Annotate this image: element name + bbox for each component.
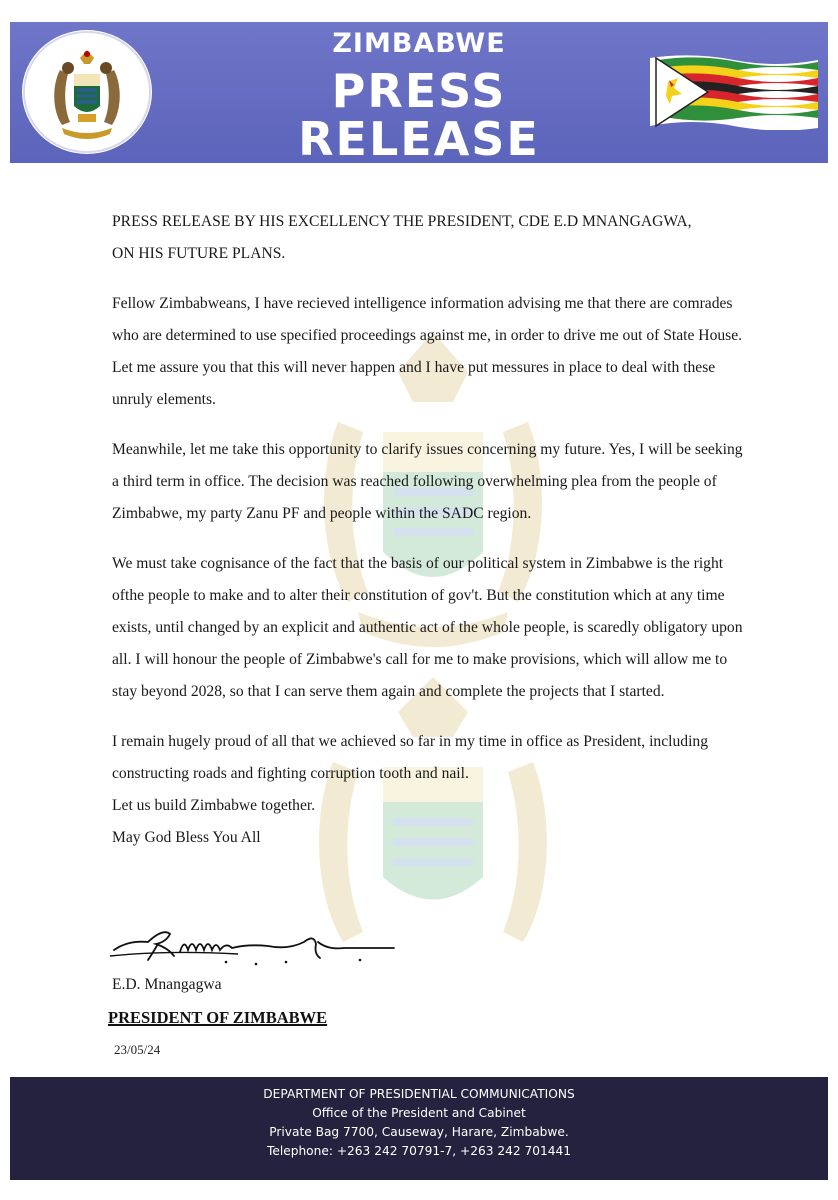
press-release-footer xyxy=(10,1077,828,1180)
letter-heading-line2: ON HIS FUTURE PLANS. xyxy=(112,245,286,262)
letter-closing-line: Let us build Zimbabwe together. xyxy=(112,797,316,814)
letter-heading-line1: PRESS RELEASE BY HIS EXCELLENCY THE PRESIDENT, CDE E.D MNANGAGWA, xyxy=(112,213,692,230)
letter-blessing-line: May God Bless You All xyxy=(112,829,261,846)
footer-office: Office of the President and Cabinet xyxy=(312,1106,526,1120)
footer-telephone: Telephone: +263 242 70791-7, +263 242 701441 xyxy=(266,1144,572,1158)
zimbabwe-flag-icon xyxy=(650,54,818,130)
signature-icon xyxy=(108,920,398,968)
press-release-header xyxy=(10,22,828,163)
header-title-release: RELEASE xyxy=(298,112,540,163)
footer-department: DEPARTMENT OF PRESIDENTIAL COMMUNICATIONS xyxy=(263,1087,575,1101)
letter-body xyxy=(112,206,752,854)
header-title-press: PRESS xyxy=(331,64,507,118)
letter-paragraph: Fellow Zimbabweans, I have recieved intelligence information advising me that there are comrades who are determined to use specified proceedings against me, in order to drive me out of State House. Let me assure you that this will never happen and I have put messures in place to deal with these unruly elements. xyxy=(112,295,743,408)
signatory-name: E.D. Mnangagwa xyxy=(112,976,222,993)
letter-paragraph: I remain hugely proud of all that we achieved so far in my time in office as President, including constructing roads and fighting corruption tooth and nail. xyxy=(112,733,709,782)
header-country: ZIMBABWE xyxy=(332,28,506,59)
letter-paragraph: Meanwhile, let me take this opportunity to clarify issues concerning my future. Yes, I will be seeking a third term in office. The decision was reached following overwhelming plea from the people of Zimbabwe, my party Zanu PF and people within the SADC region. xyxy=(112,441,743,522)
letter-paragraph: We must take cognisance of the fact that the basis of our political system in Zimbabwe is the right ofthe people to make and to alter their constitution of gov't. But the constitution which at any time exists, until changed by an explicit and authentic act of the whole people, is scaredly obligatory upon all. I will honour the people of Zimbabwe's call for me to make provisions, which will allow me to stay beyond 2028, so that I can serve them again and complete the projects that I started. xyxy=(112,555,743,700)
signatory-title: PRESIDENT OF ZIMBABWE xyxy=(108,1008,328,1027)
footer-address: Private Bag 7700, Causeway, Harare, Zimbabwe. xyxy=(269,1125,569,1139)
press-release-page xyxy=(10,22,828,1180)
release-date: 23/05/24 xyxy=(114,1042,161,1057)
